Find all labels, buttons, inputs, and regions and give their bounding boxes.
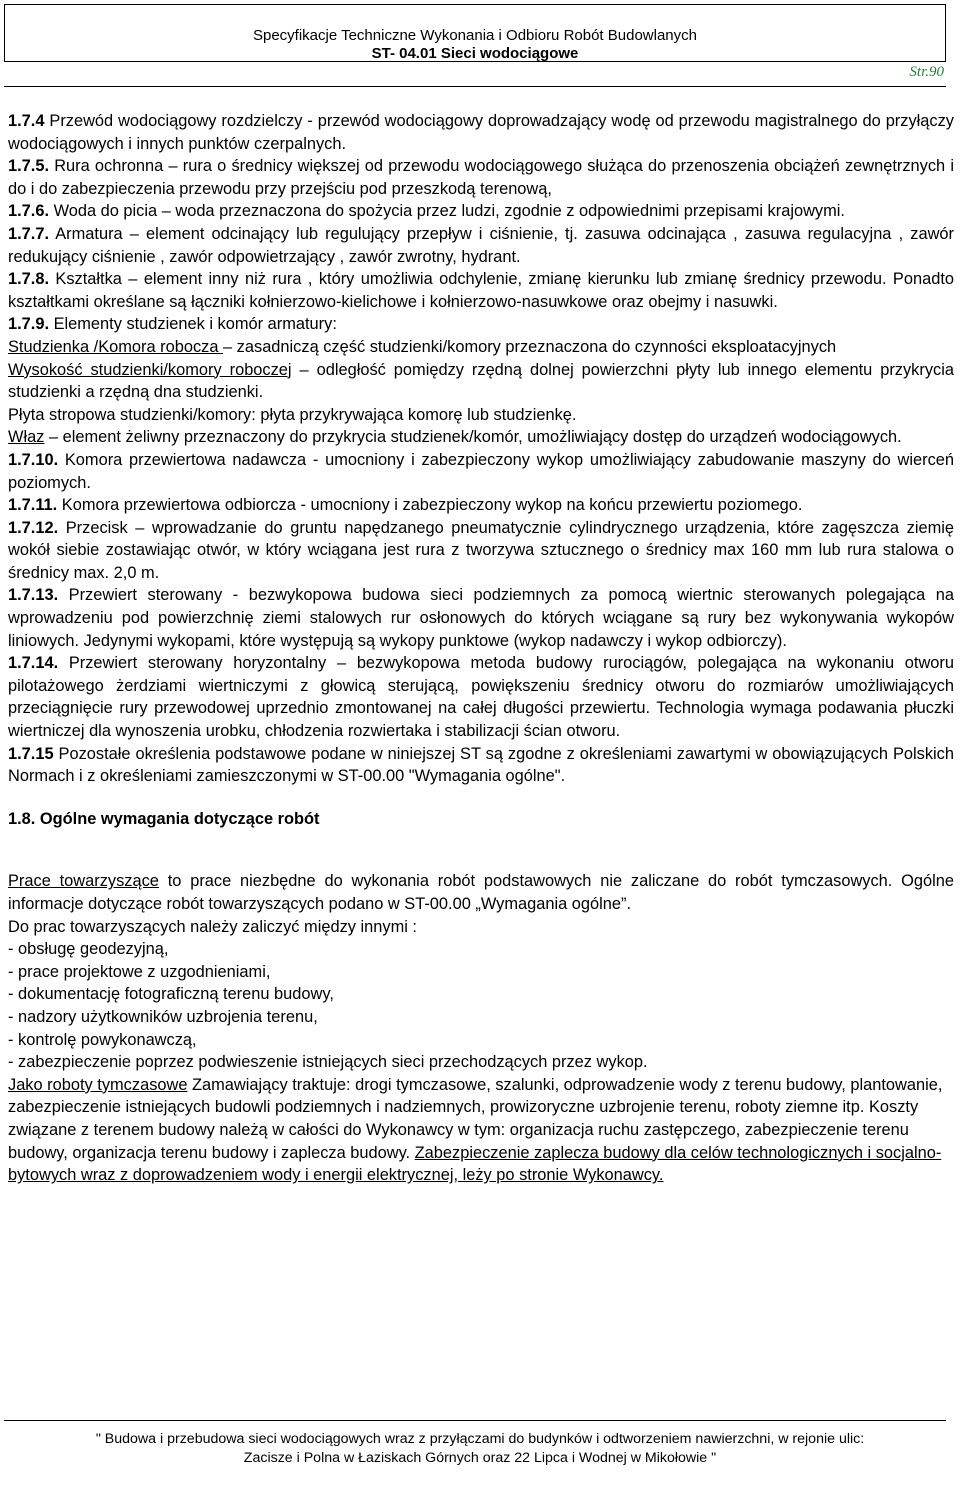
- footer-line-1: " Budowa i przebudowa sieci wodociągowych wraz z przyłączami do budynków i odtworzeniem nawierzchni, w rejonie ulic:: [95, 1431, 865, 1447]
- list-item: - obsługę geodezyjną,: [8, 940, 169, 959]
- paragraph: [8, 652, 954, 742]
- paragraph: [8, 223, 954, 268]
- clause-number: 1.7.4: [8, 112, 45, 130]
- clause-text: Rura ochronna – rura o średnicy większej od przewodu wodociągowego służąca do przenoszenia obciążeń zewnętrznych i do i do zabezpieczenia przewodu przy przejściu pod przeszkodą terenową,: [8, 157, 954, 198]
- clause-number: 1.7.12.: [8, 518, 59, 537]
- clause-number: 1.7.9.: [8, 315, 50, 334]
- clause-text: Przewiert sterowany - bezwykopowa budowa sieci podziemnych za pomocą wiertnic sterowanych polegająca na wprowadzeniu pod powierzchnię ziemi stalowych rur osłonowych do których wciągane są rury bez wykonywania wykopów liniowych. Jedynymi wykopami, które występują są wykopy punktowe (wykop nadawczy i wykop odbiorczy).: [8, 586, 954, 650]
- footer-rule: [4, 1420, 946, 1421]
- defined-term: Właz: [8, 428, 45, 447]
- list-item: - dokumentację fotograficzną terenu budowy,: [8, 985, 334, 1004]
- header-rule: [4, 86, 946, 87]
- list-item: - nadzory użytkowników uzbrojenia terenu,: [8, 1007, 318, 1026]
- clause-number: 1.7.6.: [8, 202, 50, 221]
- clause-text: Przecisk – wprowadzanie do gruntu napędzanego pneumatycznie cylindrycznego urządzenia, które zagęszcza ziemię wokół siebie zostawiając otwór, w który wciągana jest rura z tworzywa sztucznego o średnicy max 160 mm lub rura stalowa o średnicy max. 2,0 m.: [8, 518, 954, 582]
- clause-number: 1.7.14.: [8, 654, 59, 673]
- clause-text: Armatura – element odcinający lub regulujący przepływ i ciśnienie, tj. zasuwa odcinająca , zasuwa regulacyjna , zawór redukujący ciśnienie , zawór odpowietrzający , zawór zwrotny, hydrant.: [8, 224, 954, 266]
- clause-number: 1.7.11.: [8, 496, 58, 515]
- definition-studzienka: [8, 336, 954, 359]
- clause-text: Elementy studzienek i komór armatury:: [49, 315, 337, 334]
- clause-number: 1.7.15: [8, 744, 54, 763]
- paragraph: [8, 449, 954, 494]
- underlined-sentence: Zabezpieczenie zaplecza budowy dla celów technologicznych i socjalno-bytowych wraz z doprowadzeniem wody i energii elektrycznej, leży po stronie Wykonawcy.: [8, 1143, 942, 1185]
- definition-text: – odległość pomiędzy rzędną dolnej powierzchni płyty lub innego elementu przykrycia studzienki a rzędną dna studzienki.: [8, 360, 954, 402]
- clause-number: 1.7.7.: [8, 224, 50, 243]
- paragraph: [8, 268, 954, 313]
- clause-number: 1.7.10.: [8, 450, 59, 469]
- defined-term: Wysokość studzienki/komory roboczej: [8, 360, 292, 379]
- definition-text: – zasadniczą część studzienki/komory przeznaczona do czynności eksploatacyjnych: [223, 337, 837, 356]
- clause-number: 1.7.5.: [8, 157, 50, 176]
- footer-line-2: Zacisze i Polna w Łaziskach Górnych oraz 22 Lipca i Wodnej w Mikołowie ": [243, 1450, 717, 1466]
- defined-term: Studzienka /Komora robocza: [8, 337, 224, 356]
- defined-term: Prace towarzyszące: [8, 872, 159, 891]
- header-title: Specyfikacje Techniczne Wykonania i Odbioru Robót Budowlanych: [252, 27, 697, 44]
- clause-text: Przewiert sterowany horyzontalny – bezwykopowa metoda budowy rurociągów, polegająca na wykonaniu otworu pilotażowego żerdziami wiertniczymi z głowicą sterującą, powiększeniu średnicy otworu do rozmiarów umożliwiających przeciągnięcie rury przewodowej uprzednio zmontowanej na całej długości przewiertu. Technologia wymaga podawania płuczki wiertniczej dla wynoszenia urobku, chłodzenia rozwiertaka i stabilizacji ścian otworu.: [8, 654, 954, 741]
- paragraph: [8, 517, 954, 585]
- clause-number: 1.7.13.: [8, 586, 59, 605]
- paragraph-roboty: [8, 1074, 954, 1187]
- clause-text: Komora przewiertowa odbiorcza - umocniony i zabezpieczony wykop na końcu przewiertu poziomego.: [57, 496, 803, 515]
- definition-wysokosc: [8, 359, 954, 404]
- page-number: Str.90: [909, 64, 944, 80]
- clause-text: Woda do picia – woda przeznaczona do spożycia przez ludzi, zgodnie z odpowiednimi przepisami krajowymi.: [49, 202, 845, 221]
- footer: [0, 1430, 960, 1468]
- clause-text: Kształtka – element inny niż rura , który umożliwia odchylenie, zmianę kierunku lub zmianę średnicy przewodu. Ponadto kształtkami określane są łączniki kołnierzowo-kielichowe i kołnierzowo-nasuwkowe oraz obejmy i nasuwki.: [8, 270, 954, 311]
- paragraph: [8, 200, 954, 223]
- paragraph: [8, 110, 954, 155]
- clause-number: 1.7.8.: [8, 270, 50, 289]
- paragraph: [8, 584, 954, 652]
- paragraph: [8, 743, 954, 788]
- definition-text: to prace niezbędne do wykonania robót podstawowych nie zaliczane do robót tymczasowych. Ogólne informacje dotyczące robót towarzyszących podano w ST-00.00 „Wymagania ogólne”.: [8, 872, 954, 913]
- list-item: - zabezpieczenie poprzez podwieszenie istniejących sieci przechodzących przez wykop.: [8, 1053, 648, 1072]
- header-subtitle: ST- 04.01 Sieci wodociągowe: [371, 45, 579, 62]
- paragraph-prace: [8, 870, 954, 915]
- paragraph: [8, 313, 954, 336]
- list-item: - kontrolę powykonawczą,: [8, 1030, 197, 1049]
- document-body: [8, 110, 954, 1187]
- definition-text: – element żeliwny przeznaczony do przykrycia studzienek/komór, umożliwiający dostęp do urządzeń wodociągowych.: [44, 428, 902, 447]
- definition-text: Zamawiający traktuje: drogi tymczasowe, szalunki, odprowadzenie wody z terenu budowy, plantowanie, zabezpieczenie istniejących budowli podziemnych i nadziemnych, prowizoryczne uzbrojenie terenu, roboty ziemne itp. Koszty związane z terenem budowy należą w całości do Wykonawcy w tym: organizacja ruchu zastępczego, zabezpieczenie terenu budowy, organizacja terenu budowy i zaplecza budowy.: [8, 1075, 943, 1162]
- list-intro: Do prac towarzyszących należy zaliczyć między innymi :: [8, 917, 417, 936]
- definition-plyta: Płyta stropowa studzienki/komory: płyta przykrywająca komorę lub studzienkę.: [8, 405, 577, 424]
- header-box: [4, 4, 946, 62]
- list-item: - prace projektowe z uzgodnieniami,: [8, 962, 271, 981]
- paragraph: [8, 494, 954, 517]
- clause-text: Komora przewiertowa nadawcza - umocniony i zabezpieczony wykop umożliwiający zabudowanie maszyny do wierceń poziomych.: [8, 450, 954, 492]
- clause-text: Pozostałe określenia podstawowe podane w niniejszej ST są zgodne z określeniami zawartymi w obowiązujących Polskich Normach i z określeniami zamieszczonymi w ST-00.00 "Wymagania ogólne".: [8, 744, 954, 786]
- definition-wlaz: [8, 426, 954, 449]
- defined-term: Jako roboty tymczasowe: [8, 1075, 188, 1094]
- paragraph: [8, 155, 954, 200]
- clause-text: Przewód wodociągowy rozdzielczy - przewód wodociągowy doprowadzający wodę od przewodu magistralnego do przyłączy wodociągowych i innych punktów czerpalnych.: [8, 112, 954, 153]
- section-heading: 1.8. Ogólne wymagania dotyczące robót: [8, 809, 320, 828]
